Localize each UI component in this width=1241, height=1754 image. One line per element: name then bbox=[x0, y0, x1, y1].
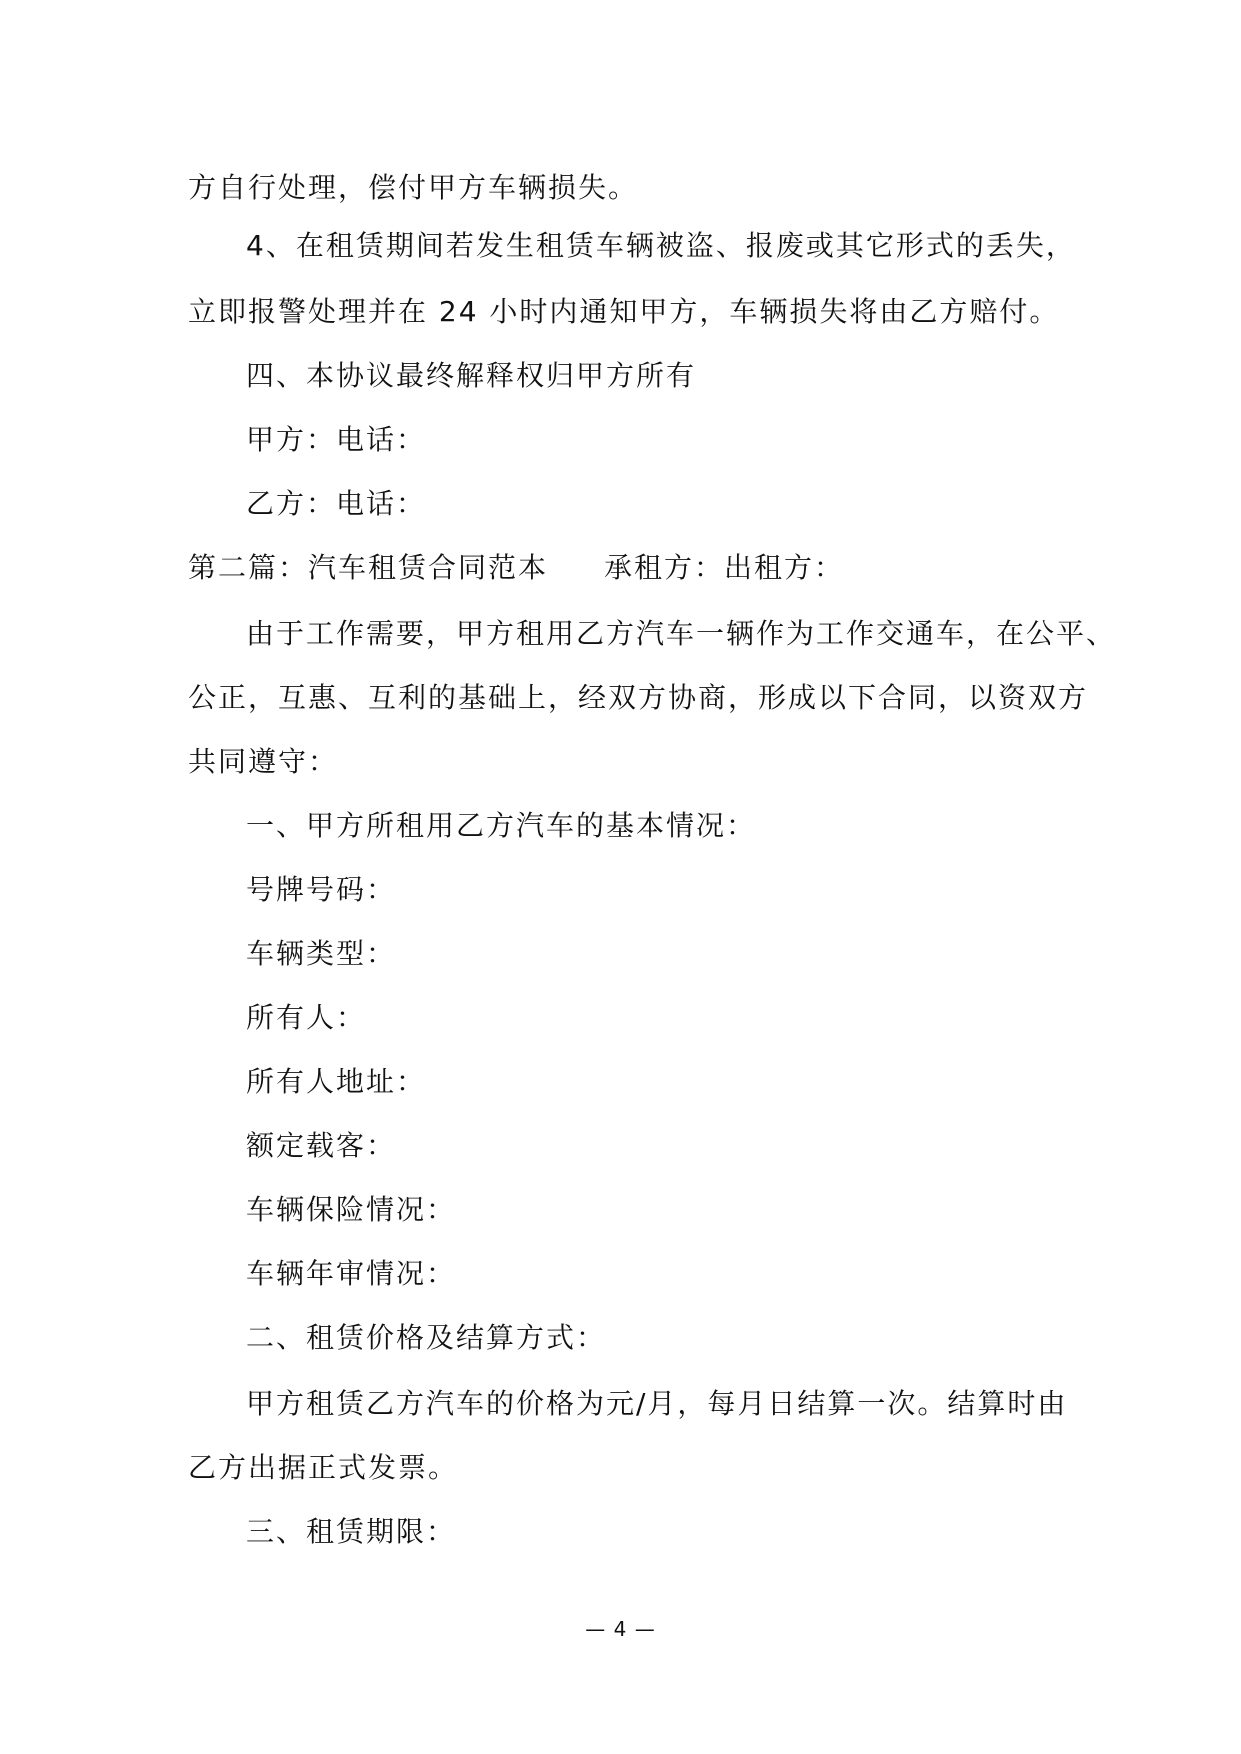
field-label: 车辆类型： bbox=[246, 937, 397, 970]
field-label: 车辆年审情况： bbox=[246, 1257, 457, 1290]
chapter-title-line bbox=[188, 548, 844, 588]
paragraph-line: 4、在租赁期间若发生租赁车辆被盗、报废或其它形式的丢失， bbox=[246, 229, 1076, 262]
page-number: — 4 — bbox=[585, 1617, 656, 1641]
field-label: 所有人： bbox=[246, 1001, 367, 1034]
section-heading: 四、本协议最终解释权归甲方所有 bbox=[246, 359, 697, 392]
field-label: 号牌号码： bbox=[246, 873, 397, 906]
field-label: 所有人地址： bbox=[246, 1065, 427, 1098]
paragraph-line: 甲方租赁乙方汽车的价格为元/月，每月日结算一次。结算时由 bbox=[246, 1387, 1068, 1420]
paragraph-line: 乙方出据正式发票。 bbox=[188, 1451, 459, 1484]
section-heading: 二、租赁价格及结算方式： bbox=[246, 1321, 607, 1354]
paragraph-line: 共同遵守： bbox=[188, 745, 339, 778]
section-heading: 三、租赁期限： bbox=[246, 1515, 457, 1548]
paragraph-line: 公正，互惠、互利的基础上，经双方协商，形成以下合同，以资双方 bbox=[188, 681, 1089, 714]
section-heading: 一、甲方所租用乙方汽车的基本情况： bbox=[246, 809, 757, 842]
field-label: 额定载客： bbox=[246, 1129, 397, 1162]
party-b-line: 乙方：电话： bbox=[246, 487, 427, 520]
chapter-title: 第二篇：汽车租赁合同范本 bbox=[188, 551, 549, 584]
party-a-line: 甲方：电话： bbox=[246, 423, 427, 456]
paragraph-line: 由于工作需要，甲方租用乙方汽车一辆作为工作交通车，在公平、 bbox=[246, 617, 1117, 650]
paragraph-line: 立即报警处理并在 24 小时内通知甲方，车辆损失将由乙方赔付。 bbox=[188, 295, 1060, 328]
paragraph-line: 方自行处理，偿付甲方车辆损失。 bbox=[188, 171, 639, 204]
parties-label: 承租方：出租方： bbox=[604, 551, 845, 584]
field-label: 车辆保险情况： bbox=[246, 1193, 457, 1226]
